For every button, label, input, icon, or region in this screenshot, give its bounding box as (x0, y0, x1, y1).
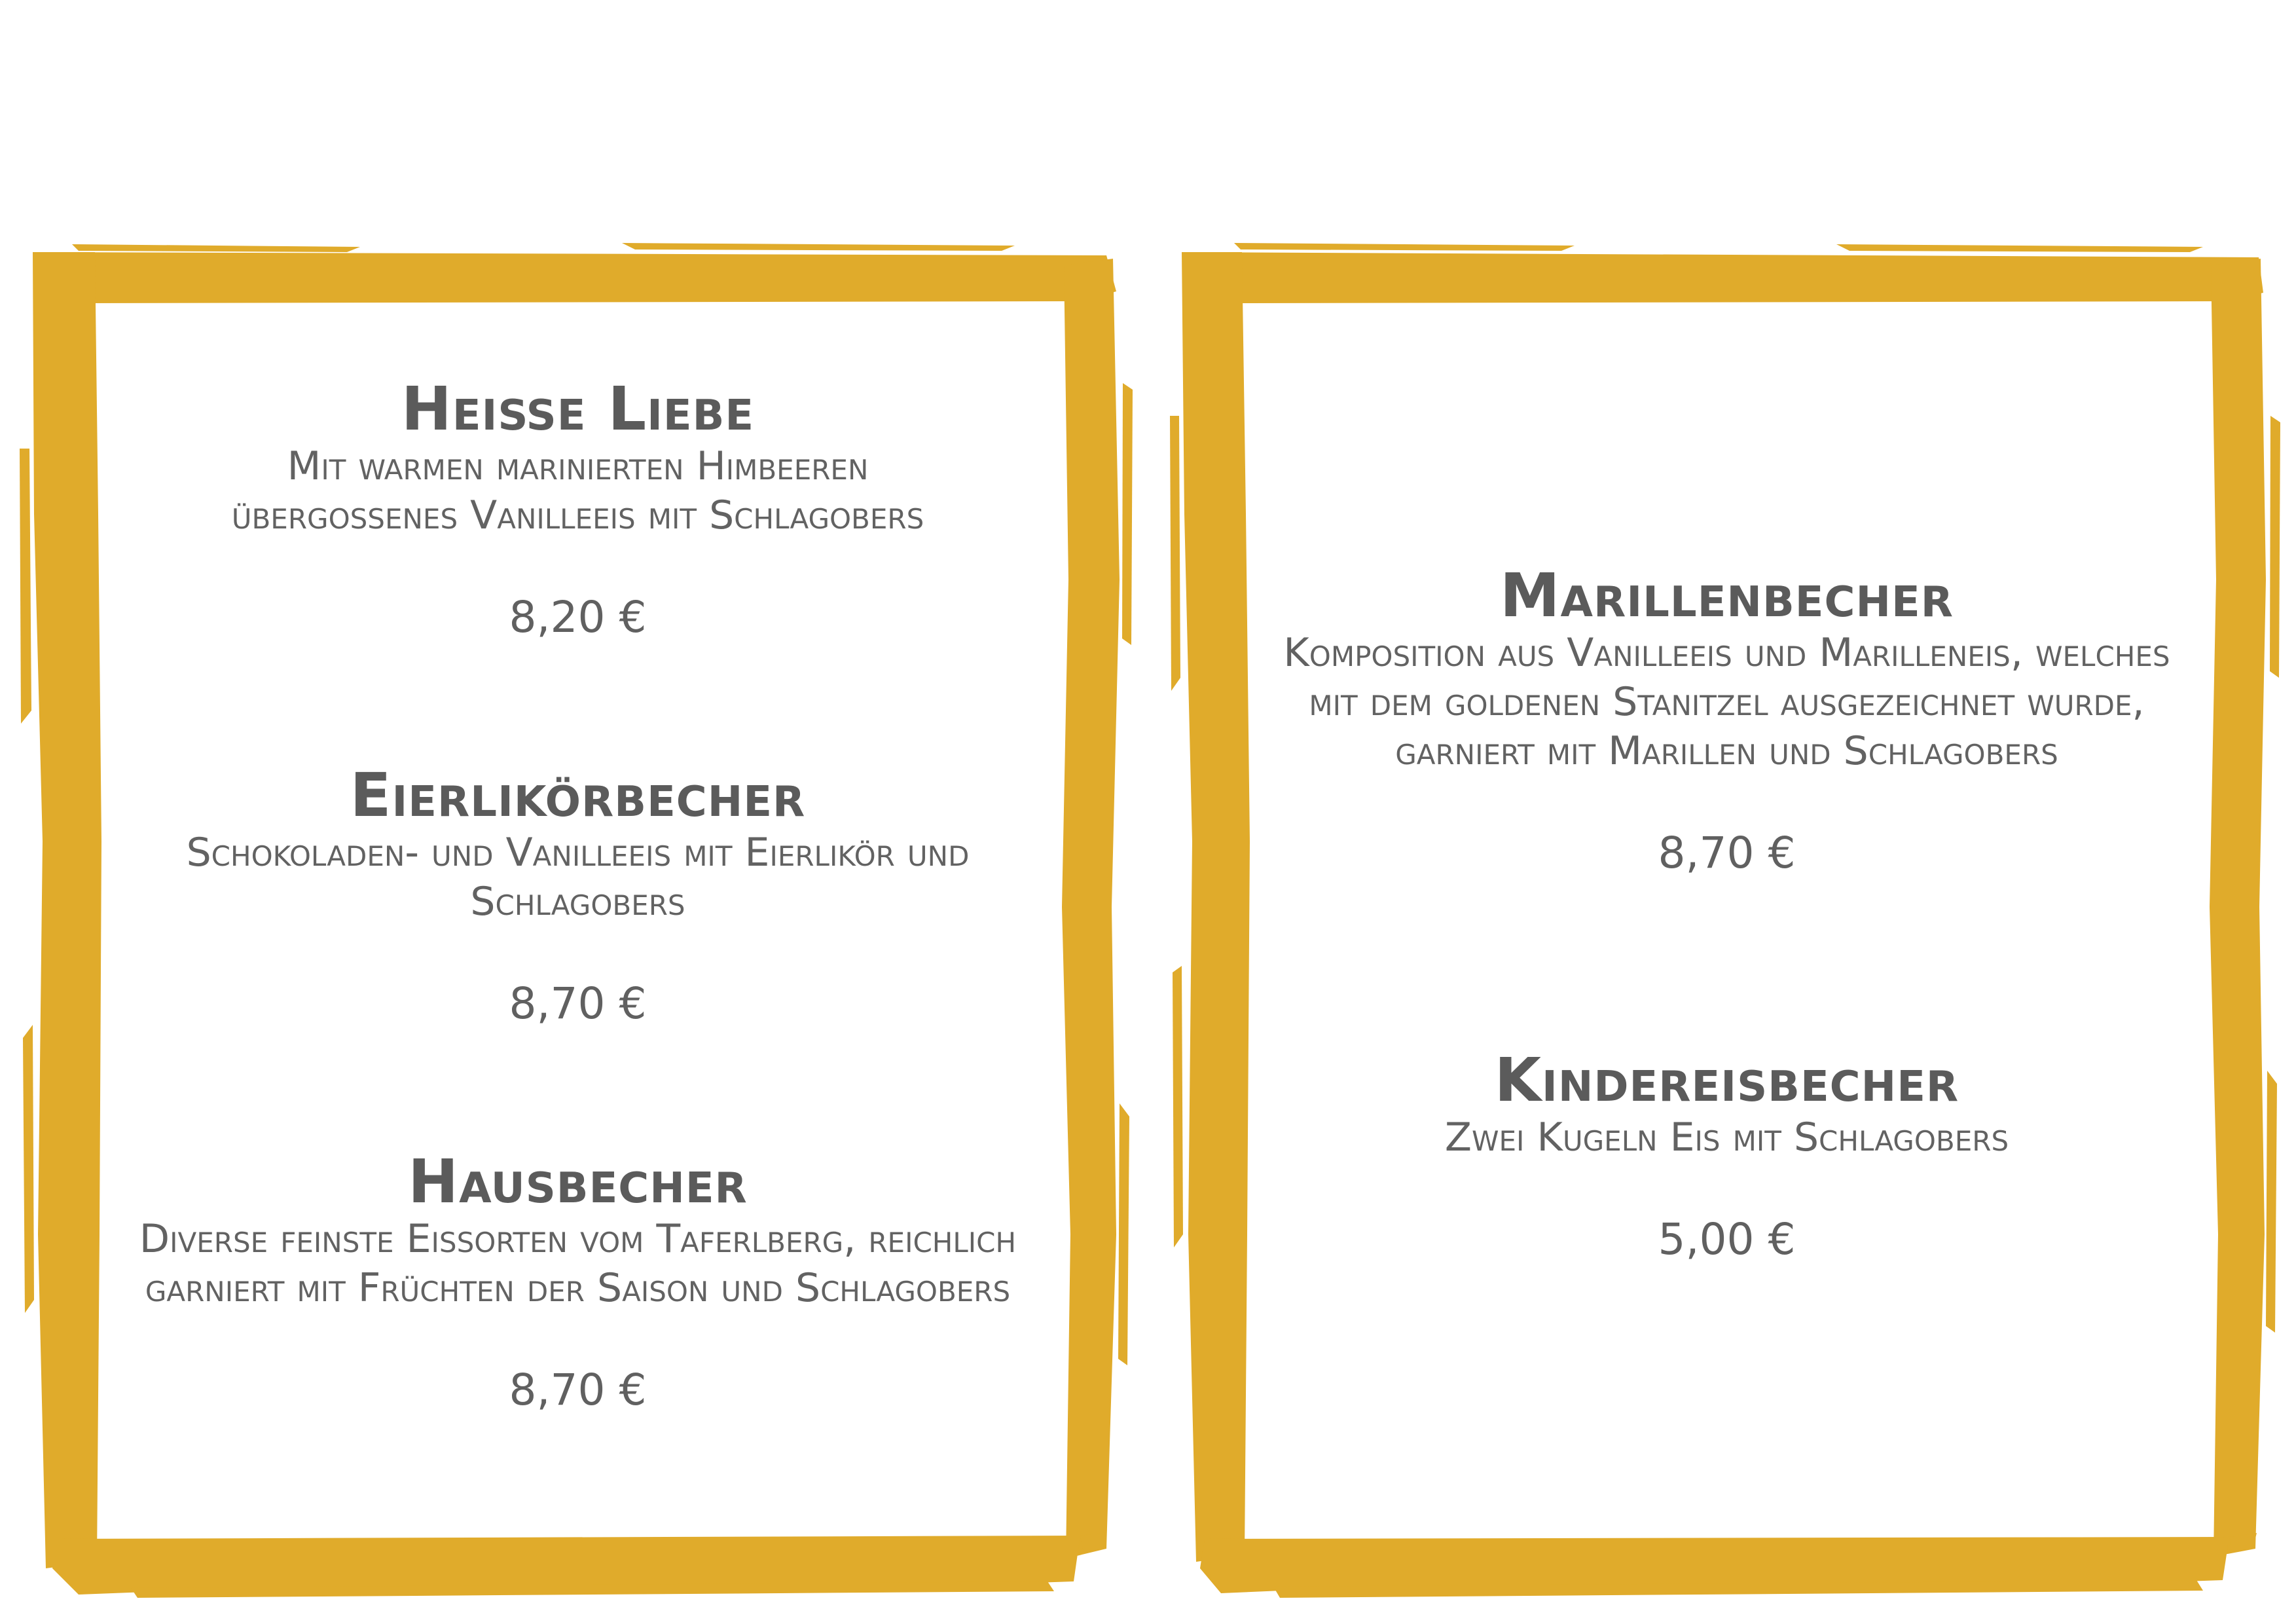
menu-panel-right (1182, 252, 2272, 1598)
item-title: Eierlikörbecher (350, 760, 806, 830)
item-price: 8,70 € (1658, 828, 1796, 878)
brush-frame-right (1182, 252, 2272, 1598)
menu-item (131, 760, 1025, 1030)
item-description: Mit warmen marinierten Himbeeren übergossenes Vanilleeis mit Schlagobers (231, 443, 924, 538)
item-price: 8,20 € (509, 592, 647, 642)
menu-item (131, 374, 1025, 644)
item-title: Marillenbecher (1499, 561, 1954, 631)
menu-panel-left (33, 252, 1123, 1598)
item-description: Diverse feinste Eissorten vom Taferlberg, reichlich garniert mit Früchten der Saison und Schlagobers (139, 1216, 1017, 1311)
menu-item (131, 1149, 1025, 1416)
item-description: Schokoladen- und Vanilleeis mit Eierlikör und Schlagobers (186, 830, 970, 925)
item-price: 5,00 € (1658, 1214, 1796, 1264)
item-title: Hausbecher (408, 1147, 748, 1217)
item-description: Komposition aus Vanilleeis und Marilleneis, welches mit dem goldenen Stanitzel ausgezeichnet wurde, garniert mit Marillen und Schlagobers (1283, 630, 2170, 774)
menu-item (1280, 563, 2174, 879)
item-price: 8,70 € (509, 978, 647, 1029)
item-price: 8,70 € (509, 1365, 647, 1415)
item-title: Kindereisbecher (1494, 1045, 1959, 1115)
menu-item (1280, 1045, 2174, 1266)
item-title: Heiße Liebe (401, 374, 755, 444)
item-description: Zwei Kugeln Eis mit Schlagobers (1444, 1115, 2009, 1160)
